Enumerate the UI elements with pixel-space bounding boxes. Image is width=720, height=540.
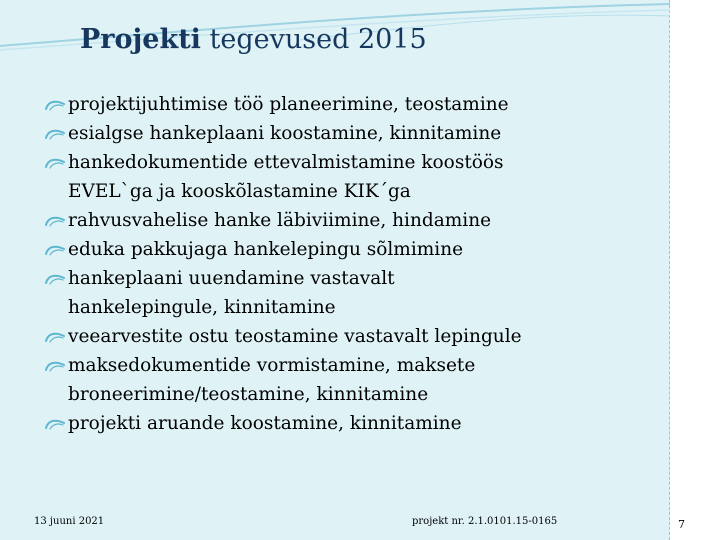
footer-project-number: projekt nr. 2.1.0101.15-0165: [412, 516, 558, 527]
bullet-text: projektijuhtimise töö planeerimine, teostamine: [68, 94, 509, 115]
slide-title-rest: tegevused 2015: [200, 24, 427, 55]
swirl-bullet-icon: [44, 417, 66, 431]
swirl-bullet-icon: [44, 359, 66, 373]
bullet-item: [44, 351, 664, 409]
bullet-item: [44, 235, 664, 264]
bullet-text: rahvusvahelise hanke läbiviimine, hindamine: [68, 210, 492, 231]
slide-edge-divider: [669, 0, 670, 540]
bullet-text: eduka pakkujaga hankelepingu sõlmimine: [68, 239, 464, 260]
swirl-bullet-icon: [44, 330, 66, 344]
swirl-bullet-icon: [44, 98, 66, 112]
bullet-item: [44, 90, 664, 119]
bullet-text: hankedokumentide ettevalmistamine koostöös EVEL`ga ja kooskõlastamine KIK´ga: [68, 152, 504, 202]
bullet-text: veearvestite ostu teostamine vastavalt lepingule: [68, 326, 522, 347]
bullet-item: [44, 409, 664, 438]
slide-title: [80, 24, 427, 55]
bullet-item: [44, 264, 664, 322]
page-number: 7: [678, 518, 685, 531]
bullet-text: hankeplaani uuendamine vastavalt hankelepingule, kinnitamine: [68, 268, 395, 318]
bullet-text: projekti aruande koostamine, kinnitamine: [68, 413, 462, 434]
bullet-text: maksedokumentide vormistamine, maksete broneerimine/teostamine, kinnitamine: [68, 355, 476, 405]
swirl-bullet-icon: [44, 214, 66, 228]
footer-date: 13 juuni 2021: [34, 516, 105, 527]
bullet-list: [44, 90, 664, 438]
bullet-item: [44, 322, 664, 351]
bullet-item: [44, 206, 664, 235]
bullet-item: [44, 119, 664, 148]
swirl-bullet-icon: [44, 156, 66, 170]
swirl-bullet-icon: [44, 243, 66, 257]
bullet-item: [44, 148, 664, 206]
bullet-text: esialgse hankeplaani koostamine, kinnitamine: [68, 123, 502, 144]
swirl-bullet-icon: [44, 127, 66, 141]
slide-title-bold: Projekti: [80, 24, 201, 55]
swirl-bullet-icon: [44, 272, 66, 286]
